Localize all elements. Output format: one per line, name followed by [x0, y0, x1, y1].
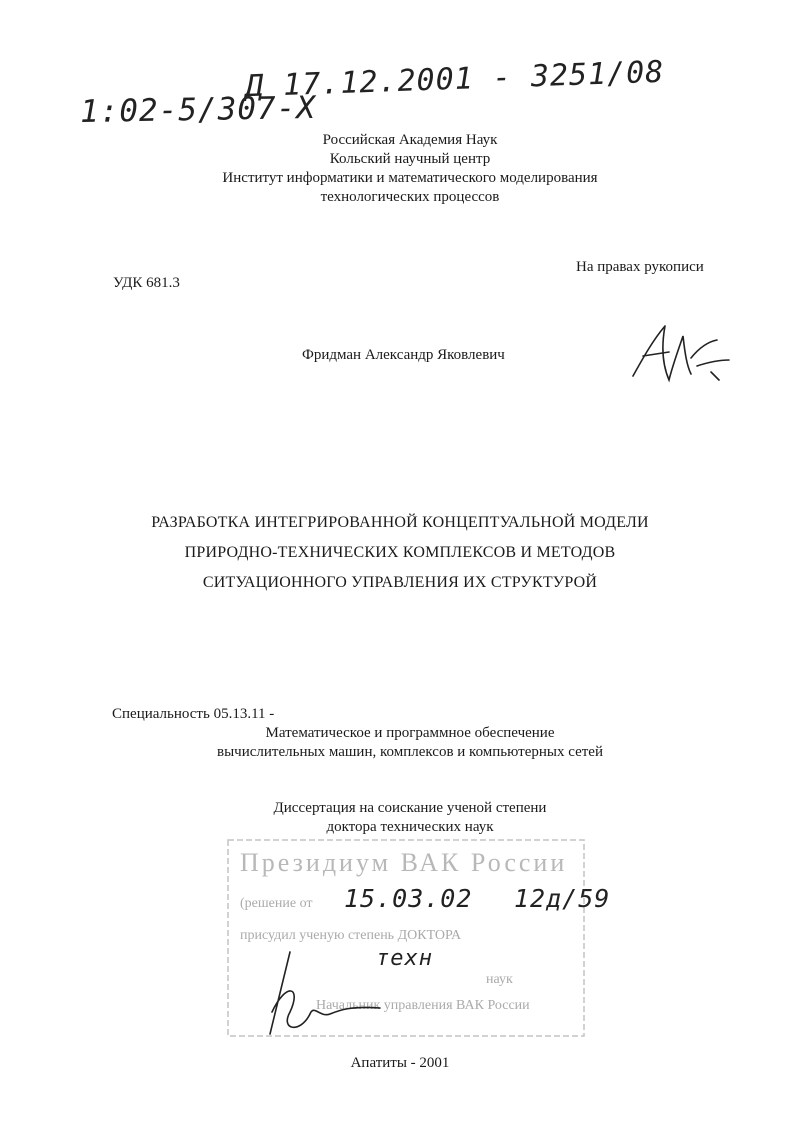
stamp-line-5: Начальник управления ВАК России: [316, 998, 530, 1013]
stamp-signature: [250, 942, 390, 1038]
degree-line-1: Диссертация на соискание ученой степени: [273, 800, 547, 816]
vak-stamp: [226, 838, 611, 1038]
org-line-3: Институт информатики и математического моделирования: [222, 170, 598, 186]
specialty-line-1: Математическое и программное обеспечение: [265, 725, 555, 741]
degree-block: [210, 799, 610, 837]
specialty-line-2: вычислительных машин, комплексов и компьютерных сетей: [217, 744, 603, 760]
title-line-2: ПРИРОДНО-ТЕХНИЧЕСКИХ КОМПЛЕКСОВ И МЕТОДОВ: [184, 544, 616, 561]
title-line-3: СИТУАЦИОННОГО УПРАВЛЕНИЯ ИХ СТРУКТУРОЙ: [202, 574, 598, 591]
stamp-line-1: Президиум ВАК России: [240, 848, 568, 877]
org-line-1: Российская Академия Наук: [322, 132, 498, 148]
handwritten-code: 1:02-5/307-X: [79, 89, 317, 131]
specialty-label: Специальность 05.13.11 -: [112, 706, 275, 722]
udk-code: УДК 681.3: [113, 275, 180, 291]
stamp-number: 12д/59: [514, 884, 611, 913]
rights-note: На правах рукописи: [576, 259, 704, 275]
specialty-description: [180, 724, 640, 762]
degree-line-2: доктора технических наук: [326, 819, 494, 835]
author-name: Фридман Александр Яковлевич: [302, 347, 505, 363]
stamp-line-4: наук: [486, 972, 513, 987]
dissertation-title: [100, 508, 700, 598]
handwritten-registration: Д 17.12.2001 - 3251/08: [244, 54, 665, 105]
stamp-line-3: присудил ученую степень ДОКТОРА: [240, 928, 462, 943]
footer-city-year: Апатиты - 2001: [350, 1055, 450, 1071]
org-line-4: технологических процессов: [320, 189, 500, 205]
organization-block: [190, 131, 630, 207]
title-line-1: РАЗРАБОТКА ИНТЕГРИРОВАННОЙ КОНЦЕПТУАЛЬНОЙ МОДЕЛИ: [151, 514, 649, 531]
stamp-field: техн: [376, 946, 433, 971]
stamp-date: 15.03.02: [344, 884, 473, 913]
author-signature: [625, 318, 735, 390]
stamp-line-2: (решение от: [240, 896, 313, 911]
org-line-2: Кольский научный центр: [329, 151, 491, 167]
